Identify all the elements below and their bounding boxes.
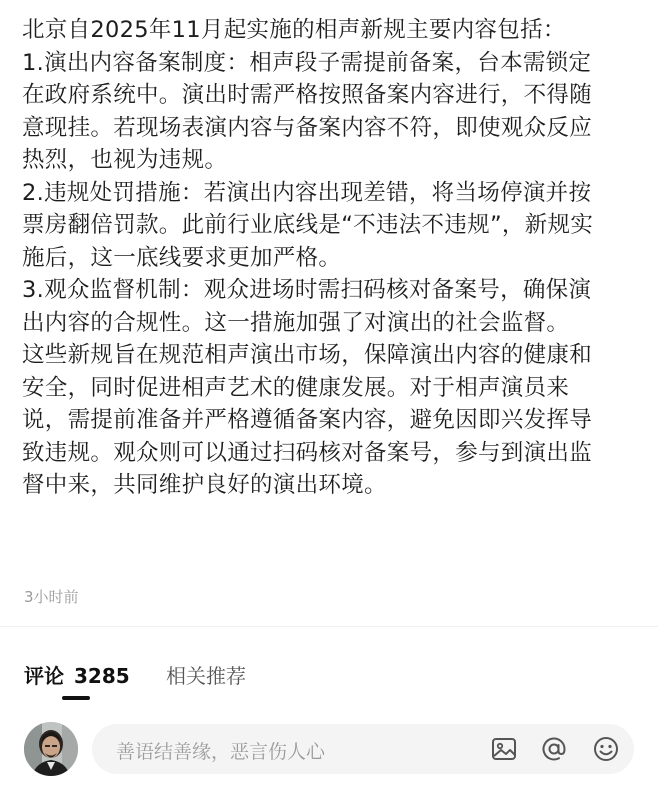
article-line-3: 在政府系统中。演出时需严格按照备案内容进行，不得随 [22, 82, 593, 108]
article-line-15: 督中来，共同维护良好的演出环境。 [22, 472, 387, 498]
article-line-10: 出内容的合规性。这一措施加强了对演出的社会监督。 [22, 309, 570, 336]
comment-input-placeholder[interactable]: 善语结善缘，恶言伤人心 [116, 741, 326, 763]
image-icon[interactable] [490, 735, 518, 763]
article-line-14: 致违规。观众则可以通过扫码核对备案号，参与到演出监 [22, 439, 593, 466]
article-line-4: 意现挂。若现场表演内容与备案内容不符，即使观众反应 [22, 114, 593, 141]
post-timestamp: 3小时前 [24, 588, 79, 606]
comment-input-bar[interactable] [92, 724, 634, 774]
tab-comments-count: 3285 [74, 664, 130, 688]
tab-comments-label: 评论 [24, 664, 64, 688]
article-line-2: 1.演出内容备案制度：相声段子需提前备案，台本需锁定 [22, 49, 592, 76]
article-line-5: 热烈，也视为违规。 [22, 147, 228, 173]
article-line-9: 3.观众监督机制：观众进场时需扫码核对备案号，确保演 [22, 277, 592, 303]
tab-related[interactable]: 相关推荐 [166, 664, 246, 688]
tab-comments[interactable] [24, 660, 130, 689]
article-line-8: 施后，这一底线要求更加严格。 [22, 244, 342, 271]
article-line-12: 安全，同时促进相声艺术的健康发展。对于相声演员来 [22, 374, 570, 401]
active-tab-indicator [62, 696, 90, 700]
article-line-1: 北京自2025年11月起实施的相声新规主要内容包括： [22, 17, 566, 43]
avatar-portrait-icon [24, 722, 78, 776]
article-body [22, 14, 638, 502]
article-line-6: 2.违规处罚措施：若演出内容出现差错，将当场停演并按 [22, 179, 592, 206]
article-line-11: 这些新规旨在规范相声演出市场，保障演出内容的健康和 [22, 342, 593, 368]
section-divider [0, 626, 658, 627]
avatar[interactable] [24, 722, 78, 776]
at-icon[interactable] [540, 735, 568, 763]
article-line-13: 说，需提前准备并严格遵循备案内容，避免因即兴发挥导 [22, 407, 593, 433]
article-line-7: 票房翻倍罚款。此前行业底线是“不违法不违规”，新规实 [22, 212, 594, 238]
emoji-icon[interactable] [592, 735, 620, 763]
